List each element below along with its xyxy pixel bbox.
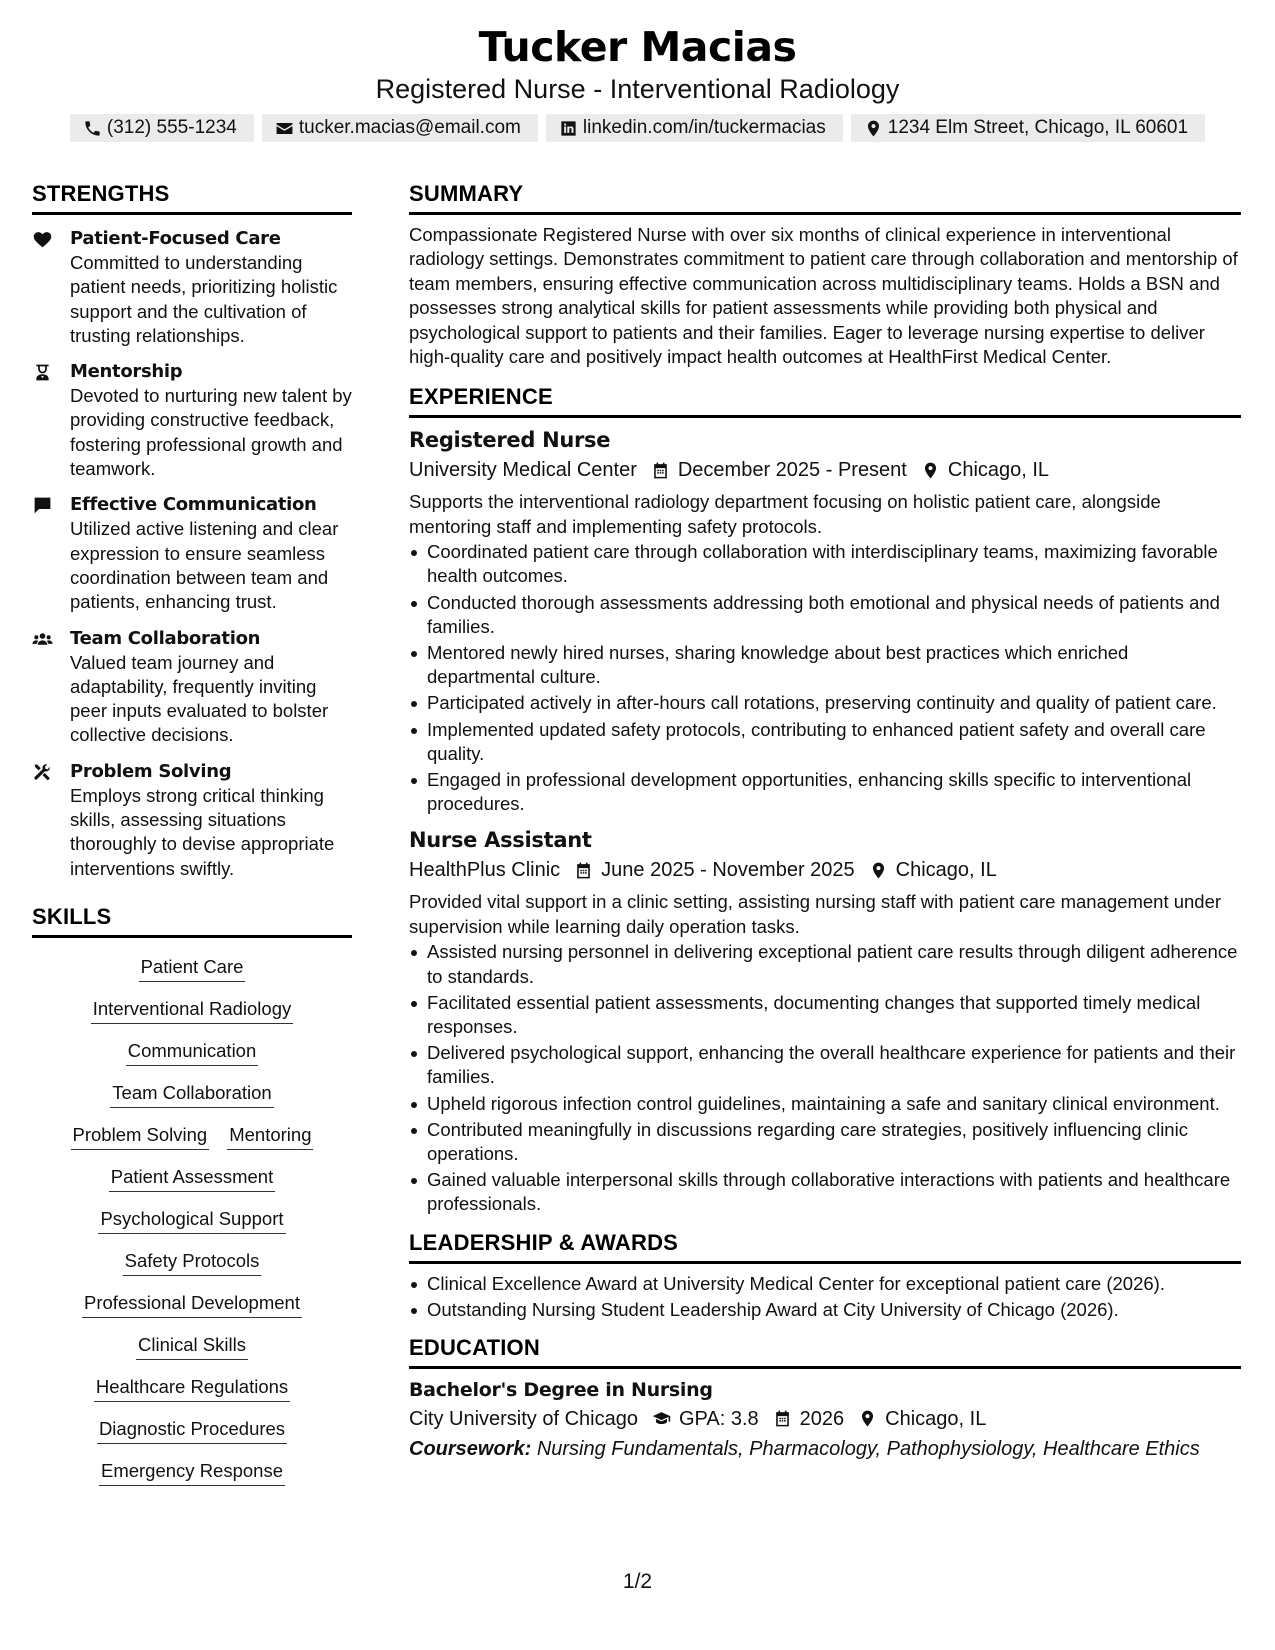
contact-linkedin-text: linkedin.com/in/tuckermacias — [582, 117, 826, 138]
strength-desc: Utilized active listening and clear expression to ensure seamless coordination between team and patients, enhancing trust. — [70, 518, 339, 613]
education-heading: EDUCATION — [409, 1334, 1241, 1369]
phone-icon — [83, 119, 102, 138]
calendar-icon — [773, 1409, 792, 1428]
education-section — [409, 1334, 1241, 1463]
strength-desc: Employs strong critical thinking skills, assessing situations thoroughly to devise appropriate interventions swiftly. — [70, 784, 335, 879]
list-item: Assisted nursing personnel in delivering exceptional patient care results through diligent adherence to standards. — [409, 940, 1241, 988]
envelope-icon — [275, 119, 294, 138]
strength-title: Mentorship — [70, 361, 183, 383]
mentor-icon — [32, 362, 53, 383]
experience-heading: EXPERIENCE — [409, 383, 1241, 418]
job-dates: December 2025 - Present — [677, 459, 907, 482]
skill-tag: Emergency Response — [99, 1458, 285, 1486]
skill-tag: Healthcare Regulations — [94, 1374, 290, 1402]
list-item: Engaged in professional development opportunities, enhancing skills specific to interventional procedures. — [409, 768, 1241, 816]
skill-tag: Problem Solving — [71, 1122, 210, 1150]
strength-item — [32, 627, 352, 748]
list-item: Participated actively in after-hours call rotations, preserving continuity and quality of patient care. — [409, 691, 1241, 715]
list-item: Clinical Excellence Award at University Medical Center for exceptional patient care (2026). — [409, 1272, 1241, 1296]
education-meta — [409, 1405, 1241, 1433]
job-description: Supports the interventional radiology department focusing on holistic patient care, alongside mentoring staff and implementing safety protocols. — [409, 491, 1161, 537]
contact-address[interactable] — [851, 114, 1205, 142]
skill-tag: Communication — [126, 1038, 259, 1066]
job-company: HealthPlus Clinic — [409, 859, 561, 882]
gpa: GPA: 3.8 — [678, 1407, 759, 1430]
coursework-label: Coursework: — [409, 1437, 532, 1460]
job-title: Registered Nurse — [409, 428, 611, 453]
map-pin-icon — [869, 861, 888, 880]
strength-desc: Devoted to nurturing new talent by providing constructive feedback, fostering professional growth and teamwork. — [70, 385, 352, 480]
contact-email[interactable] — [262, 114, 538, 142]
candidate-name: Tucker Macias — [478, 23, 797, 71]
graduation-cap-icon — [652, 1409, 671, 1428]
list-item: Contributed meaningfully in discussions regarding care strategies, positively influencing clinic operations. — [409, 1118, 1241, 1166]
users-icon — [32, 629, 53, 650]
skills-heading: SKILLS — [32, 903, 352, 938]
linkedin-icon — [559, 119, 578, 138]
map-pin-icon — [921, 461, 940, 480]
page-number: 1/2 — [622, 1570, 653, 1593]
list-item: Coordinated patient care through collaboration with interdisciplinary teams, maximizing favorable health outcomes. — [409, 540, 1241, 588]
candidate-role: Registered Nurse - Interventional Radiology — [375, 74, 900, 104]
job-bullets — [409, 540, 1241, 816]
strength-item — [32, 360, 352, 481]
list-item: Implemented updated safety protocols, contributing to enhanced patient safety and overall care quality. — [409, 718, 1241, 766]
strength-title: Patient-Focused Care — [70, 228, 281, 249]
right-column — [409, 180, 1241, 1463]
skill-tag: Clinical Skills — [136, 1332, 248, 1360]
job-meta — [409, 856, 1241, 884]
strength-title: Problem Solving — [70, 760, 232, 782]
list-item: Mentored newly hired nurses, sharing knowledge about best practices which enriched departmental culture. — [409, 641, 1241, 689]
strengths-heading: STRENGTHS — [32, 180, 352, 215]
job-meta — [409, 456, 1241, 484]
tools-icon — [32, 762, 53, 783]
contact-linkedin[interactable] — [546, 114, 843, 142]
job-company: University Medical Center — [409, 459, 637, 482]
strength-desc: Committed to understanding patient needs, prioritizing holistic support and the cultivation of trusting relationships. — [70, 252, 338, 346]
skill-tag: Professional Development — [82, 1290, 302, 1318]
summary-heading: SUMMARY — [409, 180, 1241, 215]
skill-tag: Patient Assessment — [109, 1164, 275, 1192]
job-location: Chicago, IL — [947, 459, 1050, 482]
strength-title: Team Collaboration — [70, 627, 261, 649]
coursework — [409, 1435, 1241, 1463]
job-entry — [409, 426, 1241, 816]
strength-item — [32, 760, 352, 881]
summary-text: Compassionate Registered Nurse with over six months of clinical experience in interventional radiology settings. Demonstrates commitment to patient care through collaboration and mentorship of team members, ensuring effective communication across multidisciplinary teams. Holds a BSN and possesses strong analytical skills for patient assessments while providing both physical and psychological support to patients and their families. Eager to leverage nursing expertise to deliver high-quality care and positively impact health outcomes at HealthFirst Medical Center. — [409, 224, 1238, 368]
skill-tag: Team Collaboration — [110, 1080, 273, 1108]
left-column — [32, 180, 352, 1486]
graduation-year: 2026 — [799, 1407, 845, 1430]
contact-bar — [0, 114, 1275, 142]
school-location: Chicago, IL — [885, 1407, 987, 1430]
list-item: Facilitated essential patient assessments, documenting changes that supported timely medical responses. — [409, 991, 1241, 1039]
job-entry — [409, 826, 1241, 1216]
resume-header — [0, 22, 1275, 142]
degree-title: Bachelor's Degree in Nursing — [409, 1378, 713, 1401]
job-dates: June 2025 - November 2025 — [601, 859, 855, 882]
list-item: Upheld rigorous infection control guidelines, maintaining a safe and sanitary clinical environment. — [409, 1092, 1241, 1116]
skill-tag: Patient Care — [139, 954, 246, 982]
leadership-heading: LEADERSHIP & AWARDS — [409, 1229, 1241, 1264]
list-item: Delivered psychological support, enhancing the overall healthcare experience for patients and their families. — [409, 1041, 1241, 1089]
skill-tag: Interventional Radiology — [91, 996, 294, 1024]
calendar-icon — [651, 461, 670, 480]
contact-phone[interactable] — [70, 114, 254, 142]
skills-list — [32, 954, 352, 1486]
list-item: Outstanding Nursing Student Leadership Award at City University of Chicago (2026). — [409, 1298, 1241, 1322]
skill-tag: Safety Protocols — [123, 1248, 262, 1276]
contact-email-text: tucker.macias@email.com — [298, 117, 521, 138]
coursework-list: Nursing Fundamentals, Pharmacology, Pathophysiology, Healthcare Ethics — [536, 1437, 1200, 1460]
strength-item — [32, 493, 352, 614]
job-bullets — [409, 940, 1241, 1216]
job-description: Provided vital support in a clinic setting, assisting nursing staff with patient care management under supervision while learning daily operation tasks. — [409, 891, 1222, 937]
speech-bubble-icon — [32, 495, 53, 516]
strength-desc: Valued team journey and adaptability, frequently inviting peer inputs evaluated to bolster collective decisions. — [70, 651, 329, 746]
strength-title: Effective Communication — [70, 494, 317, 516]
skill-tag: Diagnostic Procedures — [97, 1416, 287, 1444]
job-location: Chicago, IL — [895, 859, 997, 882]
calendar-icon — [574, 861, 593, 880]
awards-list — [409, 1272, 1241, 1322]
list-item: Conducted thorough assessments addressing both emotional and physical needs of patients and families. — [409, 591, 1241, 639]
strength-item — [32, 227, 352, 348]
map-pin-icon — [864, 119, 883, 138]
job-title: Nurse Assistant — [409, 828, 592, 853]
map-pin-icon — [858, 1409, 877, 1428]
contact-phone-text: (312) 555-1234 — [106, 117, 237, 138]
school-name: City University of Chicago — [409, 1407, 638, 1430]
leadership-section — [409, 1229, 1241, 1322]
skill-tag: Psychological Support — [98, 1206, 285, 1234]
skill-tag: Mentoring — [227, 1122, 313, 1150]
list-item: Gained valuable interpersonal skills through collaborative interactions with patients and healthcare professionals. — [409, 1168, 1241, 1216]
contact-address-text: 1234 Elm Street, Chicago, IL 60601 — [887, 117, 1189, 138]
heart-icon — [32, 229, 53, 250]
